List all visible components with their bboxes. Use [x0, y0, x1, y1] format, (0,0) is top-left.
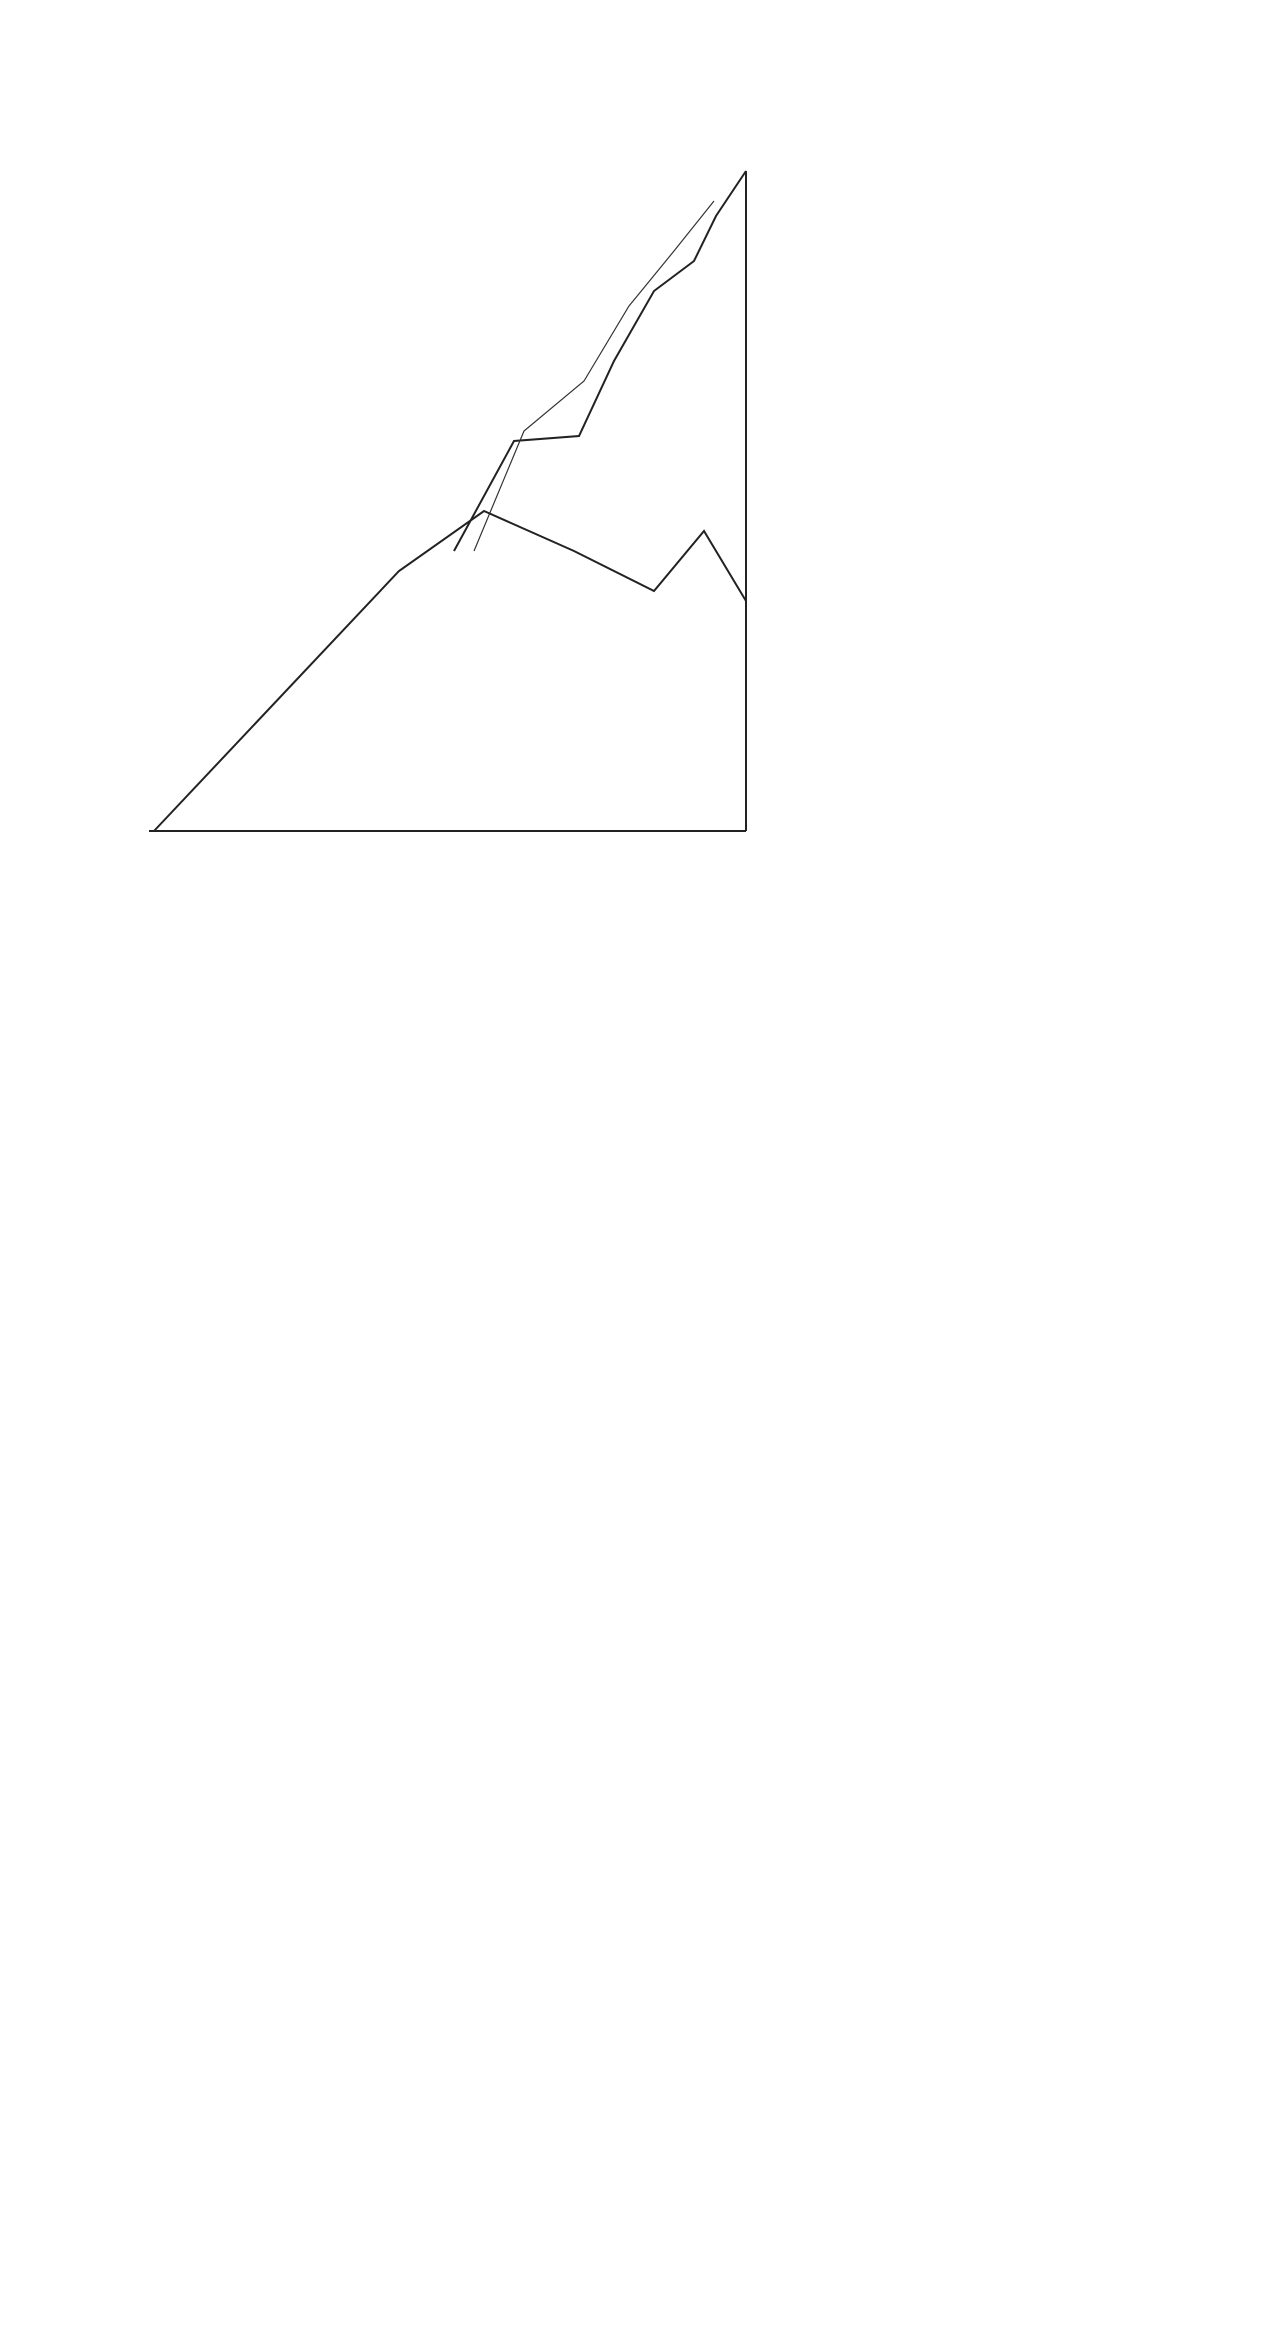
strata-contact: [154, 511, 746, 831]
page: [68, 55, 1203, 947]
geological-section-diagram: [54, 131, 754, 851]
figure-751: [54, 131, 754, 953]
running-header: [68, 55, 1203, 105]
footnotes: [68, 1982, 1203, 2222]
figure-section: [68, 125, 1203, 947]
inner-contact: [474, 201, 714, 551]
body-text: [68, 125, 1203, 947]
